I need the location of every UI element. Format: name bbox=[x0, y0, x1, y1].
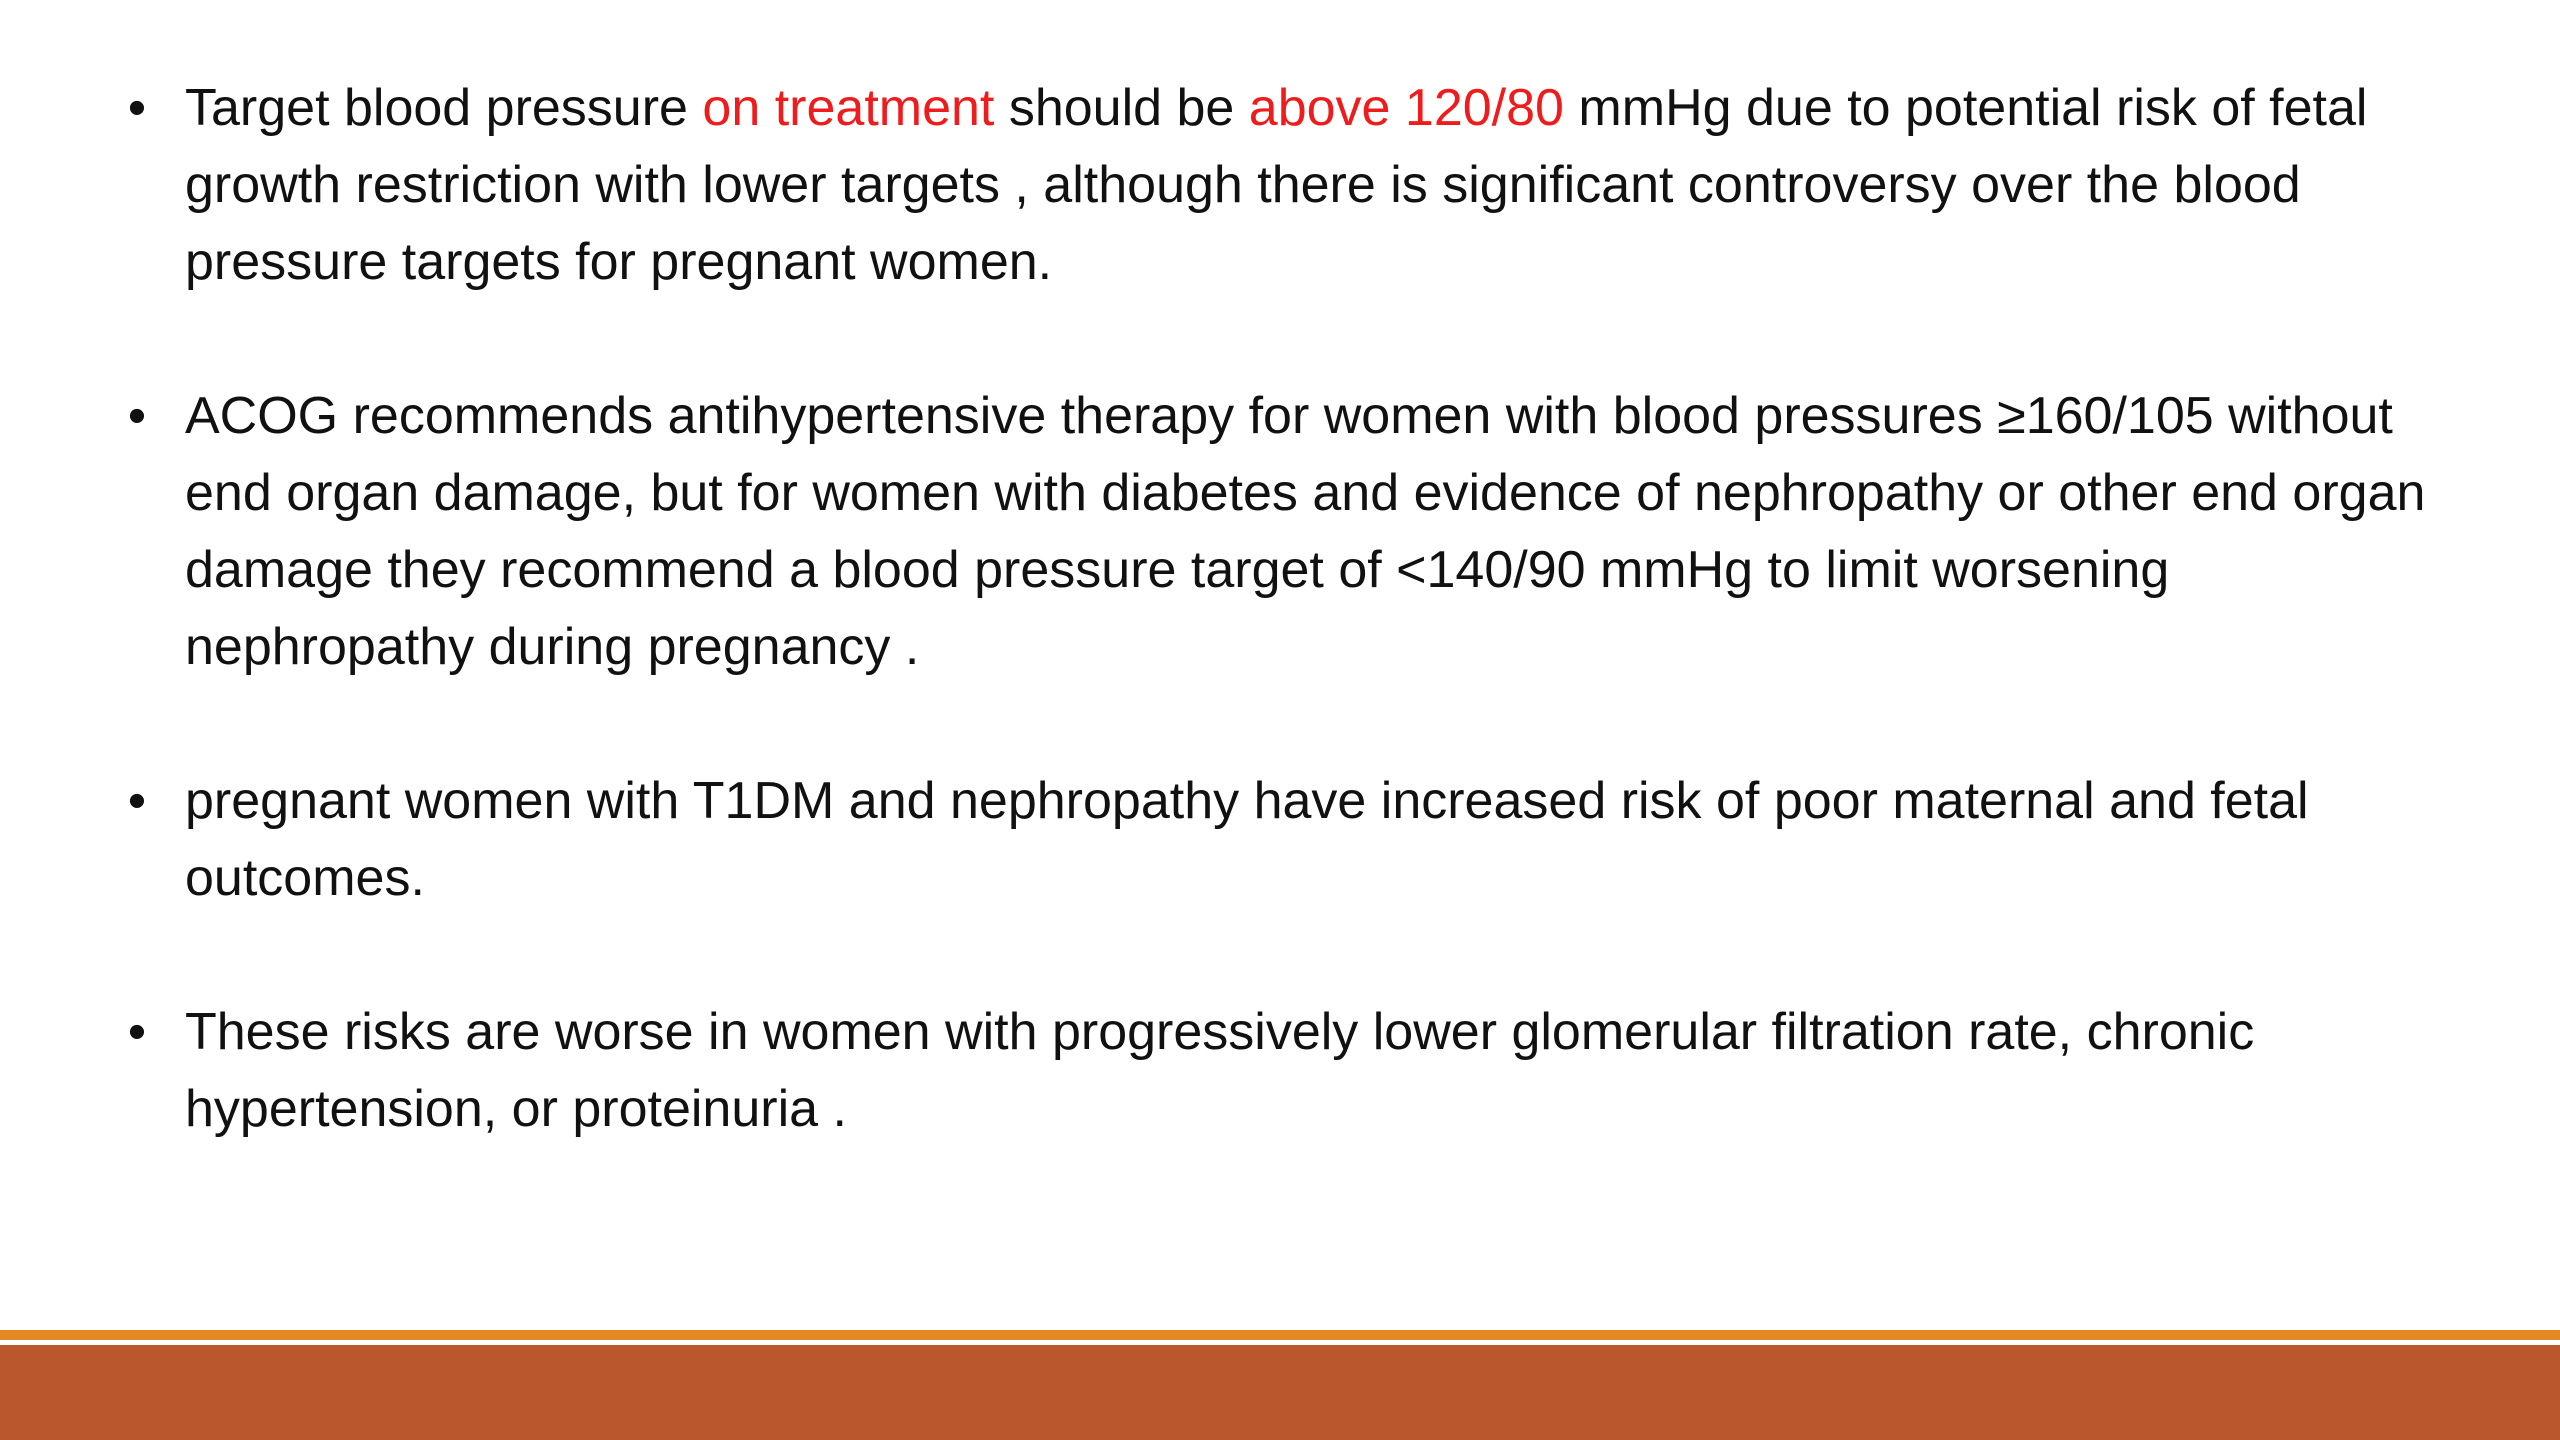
footer-accent-line bbox=[0, 1330, 2560, 1340]
bullet-icon: • bbox=[127, 772, 147, 830]
bullet-item-t1dm bbox=[122, 763, 2452, 917]
highlight-above-120-80: above 120/80 bbox=[1248, 79, 1564, 137]
text-segment: mmHg due to potential risk of fetal growth restriction with lower targets , although there is significant controversy over the blood pressure targets for pregnant women. bbox=[185, 79, 2368, 291]
bullet-text-risks: These risks are worse in women with progressively lower glomerular filtration rate, chronic hypertension, or proteinuria . bbox=[185, 1003, 2255, 1138]
footer-band bbox=[0, 1345, 2560, 1440]
bullet-list bbox=[122, 70, 2452, 1148]
bullet-text-acog: ACOG recommends antihypertensive therapy for women with blood pressures ≥160/105 without end organ damage, but for women with diabetes and evidence of nephropathy or other end organ damage they recommend a blood pressure target of <140/90 mmHg to limit worsening nephropathy during pregnancy . bbox=[185, 387, 2426, 676]
text-segment: Target blood pressure bbox=[185, 79, 703, 137]
bullet-item-risks bbox=[122, 994, 2452, 1148]
bullet-text-t1dm: pregnant women with T1DM and nephropathy have increased risk of poor maternal and fetal outcomes. bbox=[185, 772, 2309, 907]
bullet-item-acog bbox=[122, 378, 2452, 686]
bullet-item-bp-target bbox=[122, 70, 2452, 301]
bullet-icon: • bbox=[127, 387, 147, 445]
bullet-icon: • bbox=[127, 1003, 147, 1061]
highlight-on-treatment: on treatment bbox=[702, 79, 995, 137]
bullet-icon: • bbox=[127, 79, 147, 137]
bullet-text-bp-target bbox=[185, 79, 2367, 291]
text-segment: should be bbox=[994, 79, 1249, 137]
